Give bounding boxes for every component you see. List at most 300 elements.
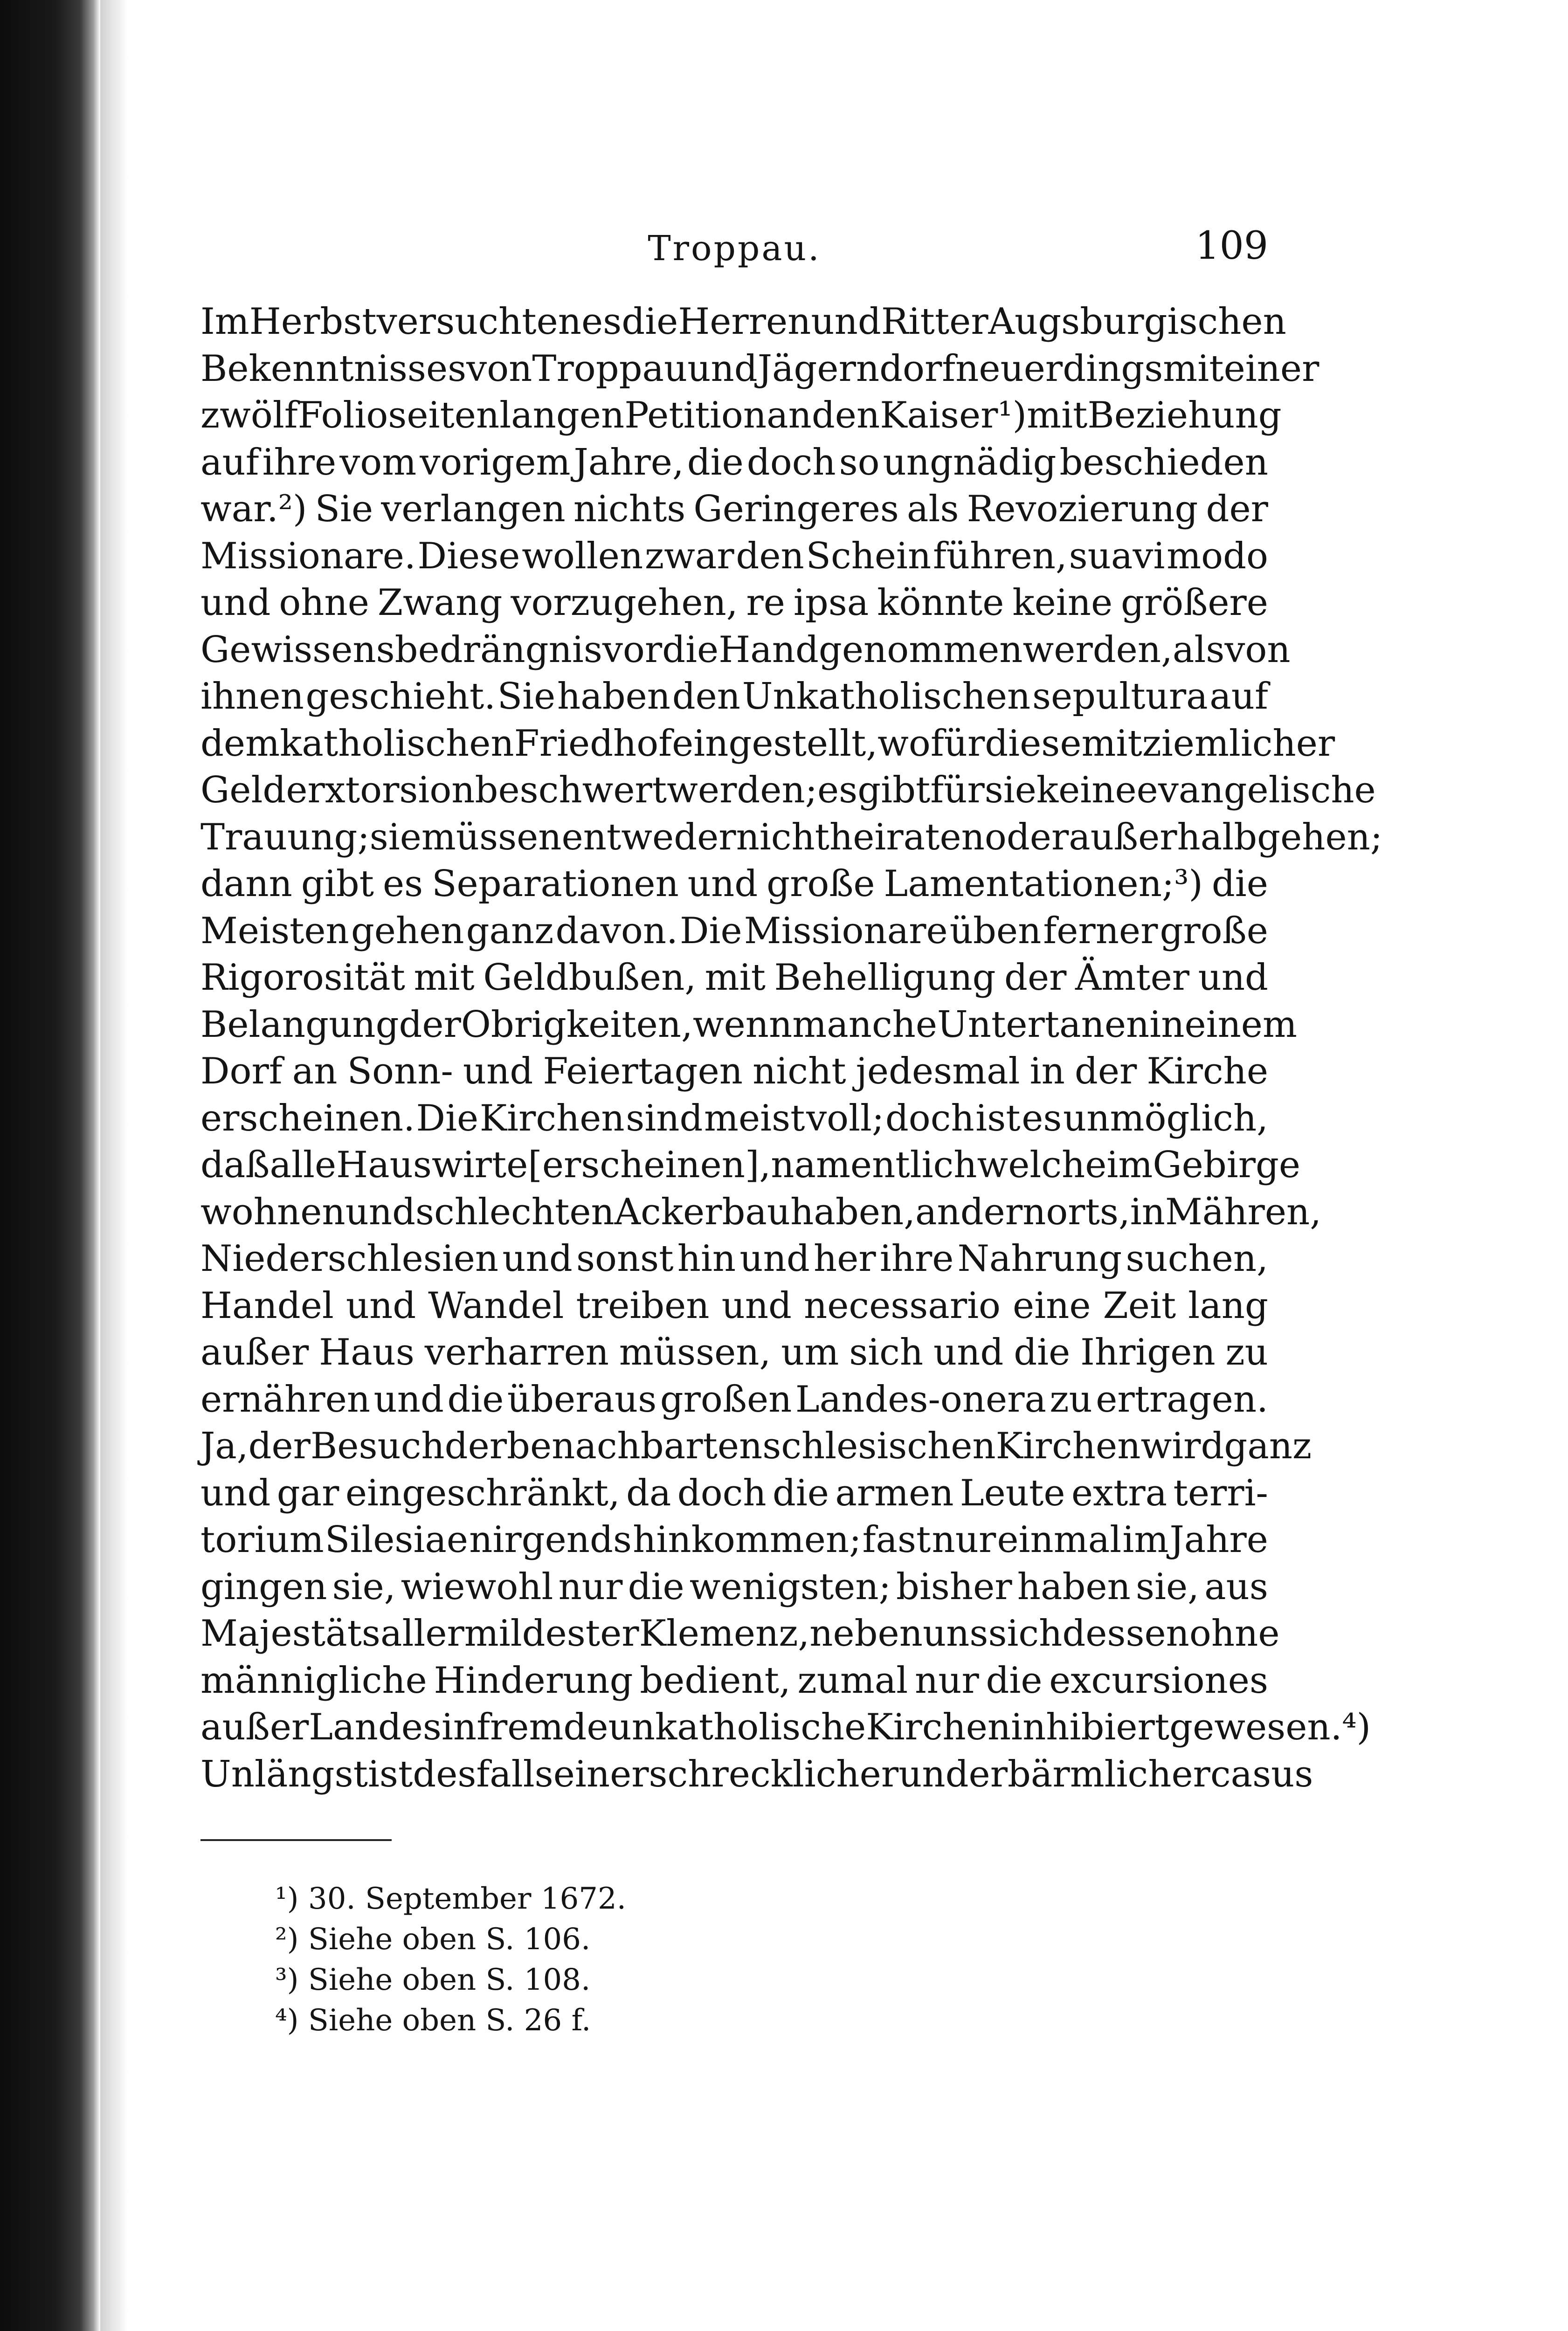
word: wenigsten;	[689, 1565, 891, 1608]
text-line	[200, 486, 1268, 533]
word: die	[662, 628, 719, 671]
footnote: ²) Siehe oben S. 106.	[275, 1922, 591, 1957]
word: der	[399, 1003, 461, 1046]
word: der	[1206, 488, 1268, 530]
word: Unkatholischen	[742, 676, 1031, 717]
word: heiraten	[829, 816, 985, 858]
word: Nahrung	[957, 1238, 1122, 1280]
word: sie,	[1136, 1565, 1199, 1608]
word: manche	[792, 1003, 938, 1046]
text-line	[200, 767, 1376, 814]
word: suavi	[1069, 535, 1165, 577]
word: eingeschränkt,	[345, 1472, 620, 1514]
word: es	[1022, 1097, 1062, 1139]
word: der	[444, 1425, 507, 1467]
text-line	[200, 720, 1335, 767]
word: ist	[367, 1753, 413, 1795]
word: hin	[677, 1238, 736, 1280]
word: Leute	[960, 1472, 1065, 1514]
word: Meisten	[200, 910, 349, 952]
word: größere	[1121, 582, 1268, 624]
word: katholischen	[280, 722, 514, 765]
word: Missionare.	[200, 535, 416, 577]
word: Haus	[319, 1331, 414, 1373]
word: meist	[704, 1097, 805, 1139]
word: Ihrigen	[1080, 1331, 1216, 1373]
word: als	[1172, 628, 1225, 671]
word: Belangung	[200, 1003, 399, 1046]
word: [erscheinen],	[528, 1144, 771, 1186]
word: aus	[1204, 1565, 1268, 1608]
word: doch	[746, 441, 836, 483]
footnote-divider	[200, 1839, 392, 1841]
word: von	[466, 347, 532, 390]
text-line	[200, 673, 1268, 720]
word: hinkommen;	[633, 1519, 862, 1561]
running-head	[200, 224, 1268, 275]
text-line	[200, 1517, 1268, 1564]
word: beschieden	[1059, 441, 1268, 483]
word: Hauswirte	[336, 1144, 528, 1186]
word: der	[248, 1425, 311, 1467]
word: Feiertagen	[543, 1050, 743, 1092]
word: Kirchen	[479, 1097, 625, 1139]
word: so	[839, 441, 880, 483]
word: Missionare	[744, 910, 948, 952]
word: ihre	[879, 1238, 954, 1280]
word: und	[373, 1378, 444, 1421]
word: werden,	[1022, 628, 1173, 671]
word: sie	[984, 769, 1036, 811]
word: Herbst	[249, 301, 377, 343]
word: Revozierung	[967, 488, 1198, 530]
word: fast	[862, 1519, 931, 1561]
word: eine	[1013, 1284, 1091, 1327]
word: Ämter	[1075, 957, 1190, 999]
word: doch	[885, 1097, 974, 1139]
text-line	[200, 1423, 1312, 1470]
word: necessario	[804, 1284, 1001, 1327]
word: ungnädig	[883, 441, 1057, 483]
word: Obrigkeiten,	[461, 1003, 693, 1046]
word: Landes-onera	[795, 1378, 1046, 1421]
word: evangelische	[1136, 769, 1376, 811]
word: Niederschlesien	[200, 1238, 499, 1280]
word: namentlich	[771, 1144, 977, 1186]
word: entweder	[561, 816, 736, 858]
word: Jahre	[1169, 1519, 1268, 1561]
word: mit	[1163, 347, 1224, 390]
word: ferner	[1043, 910, 1158, 952]
word: und	[200, 1472, 271, 1514]
word: inhibiert	[1011, 1706, 1170, 1748]
word: Behelligung	[774, 957, 996, 999]
word: versuchten	[376, 301, 581, 343]
word: den	[672, 676, 741, 717]
word: großen	[660, 1378, 792, 1421]
word: schlechten	[415, 1191, 615, 1233]
word: um	[781, 1331, 839, 1373]
word: zwölf	[200, 394, 298, 436]
footnote: ⁴) Siehe oben S. 26 f.	[275, 2003, 591, 2038]
word: modo	[1167, 535, 1268, 577]
word: casus	[1210, 1753, 1313, 1795]
text-line	[200, 392, 1282, 439]
word: und	[739, 1238, 810, 1280]
text-line	[200, 1751, 1313, 1798]
text-line	[200, 1001, 1297, 1048]
word: und	[687, 347, 758, 390]
word: Klemenz,	[639, 1613, 810, 1655]
word: die	[622, 301, 678, 343]
text-line	[200, 1610, 1280, 1657]
word: re	[746, 582, 785, 624]
word: erscheinen.	[200, 1097, 415, 1139]
text-line	[200, 579, 1268, 627]
word: in	[441, 1706, 477, 1748]
word: ipsa	[793, 582, 869, 624]
text-line	[200, 1283, 1268, 1330]
word: unkatholische	[608, 1706, 866, 1748]
word: extra	[1071, 1472, 1167, 1514]
word: vorzugehen,	[511, 582, 738, 624]
word: ein	[553, 1753, 610, 1795]
word: die	[447, 1378, 504, 1421]
word: überaus	[507, 1378, 657, 1421]
text-line	[200, 298, 1286, 345]
text-line	[200, 1142, 1301, 1189]
word: nur	[932, 1519, 996, 1561]
word: Diese	[417, 535, 520, 577]
word: andernorts,	[915, 1191, 1130, 1233]
word: die	[628, 1565, 684, 1608]
word: Augsburgischen	[988, 301, 1286, 343]
word: Gewissensbedrängnis	[200, 628, 602, 671]
word: doch	[677, 1472, 767, 1514]
word: da	[626, 1472, 671, 1514]
text-line	[200, 1564, 1268, 1611]
word: Beziehung	[1087, 394, 1282, 436]
word: ganz	[1224, 1425, 1312, 1467]
footnotes	[275, 1879, 928, 2041]
word: Silesiae	[325, 1519, 469, 1561]
word: gibt	[857, 769, 931, 811]
word: welche	[977, 1144, 1107, 1186]
word: und	[345, 1191, 415, 1233]
word: Lamentationen;³)	[884, 863, 1203, 905]
word: Folioseiten	[297, 394, 500, 436]
word: den	[736, 535, 804, 577]
word: nicht	[736, 816, 830, 858]
word: einer	[1223, 347, 1319, 390]
word: Sie	[497, 676, 556, 717]
word: Rigorosität	[200, 957, 405, 999]
word: sich	[988, 1613, 1063, 1655]
word: werden;	[667, 769, 817, 811]
word: sie	[369, 816, 421, 858]
word: Ackerbau	[614, 1191, 791, 1233]
text-line	[200, 1470, 1268, 1517]
word: beschwert	[475, 769, 667, 811]
word: und	[687, 863, 758, 905]
text-line	[200, 1048, 1268, 1095]
main-text-block	[200, 298, 1383, 1798]
word: unmöglich,	[1063, 1097, 1268, 1139]
word: ihre	[262, 441, 337, 483]
word: fremde	[477, 1706, 608, 1748]
word: mit	[414, 957, 475, 999]
word: und	[721, 1284, 792, 1327]
word: und	[200, 582, 271, 624]
word: desfalls	[413, 1753, 553, 1795]
word: im	[1106, 1144, 1153, 1186]
word: Troppau	[532, 347, 688, 390]
word: Im	[200, 301, 249, 343]
word: und	[811, 301, 881, 343]
word: vom	[339, 441, 417, 483]
word: armen	[835, 1472, 954, 1514]
word: erschrecklicher	[610, 1753, 899, 1795]
word: Ja,	[200, 1425, 249, 1467]
text-line	[200, 345, 1319, 393]
word: sich	[849, 1331, 924, 1373]
word: für	[930, 769, 985, 811]
word: der	[1074, 1050, 1137, 1092]
word: wollen	[522, 535, 643, 577]
footnote: ¹) 30. September 1672.	[275, 1882, 627, 1916]
word: in	[1029, 1050, 1065, 1092]
word: Die	[416, 1097, 479, 1139]
word: gehen	[351, 910, 464, 952]
word: Jahre,	[573, 441, 684, 483]
word: nur	[914, 1659, 979, 1702]
word: keine	[1036, 769, 1137, 811]
word: Herren	[678, 301, 811, 343]
word: treiben	[576, 1284, 710, 1327]
word: eingestellt,	[672, 722, 878, 765]
word: ohne	[279, 582, 369, 624]
word: erbärmlicher	[968, 1753, 1210, 1795]
word: große	[1160, 910, 1268, 952]
word: üben	[949, 910, 1042, 952]
word: war.²)	[200, 488, 307, 530]
word: geschieht.	[305, 676, 496, 717]
word: bisher	[896, 1565, 1012, 1608]
word: außer	[200, 1331, 309, 1373]
word: im	[1122, 1519, 1169, 1561]
word: neben	[809, 1613, 923, 1655]
text-line	[200, 1657, 1268, 1704]
word: Geringeres	[693, 488, 899, 530]
word: könnte	[877, 582, 1004, 624]
word: genommen	[818, 628, 1023, 671]
word: dann	[200, 863, 292, 905]
word: lang	[1188, 1284, 1268, 1327]
word: den	[811, 394, 880, 436]
word: nicht	[753, 1050, 846, 1092]
word: wiewohl	[401, 1565, 553, 1608]
word: in	[1149, 1003, 1185, 1046]
text-line	[200, 1095, 1268, 1142]
word: benachbarten	[507, 1425, 763, 1467]
word: Gebirge	[1153, 1144, 1301, 1186]
word: Kirche	[1147, 1050, 1268, 1092]
word: Bekenntnisses	[200, 347, 467, 390]
word: führen,	[933, 535, 1067, 577]
word: daß	[200, 1144, 270, 1186]
word: Mähren,	[1165, 1191, 1322, 1233]
word: wohnen	[200, 1191, 345, 1233]
word: neuerdings	[955, 347, 1163, 390]
word: ertragen.	[1096, 1378, 1268, 1421]
word: auf	[1209, 676, 1268, 717]
word: Hinderung	[434, 1659, 633, 1702]
word: sie,	[332, 1565, 396, 1608]
word: zumal	[797, 1659, 908, 1702]
word: alle	[269, 1144, 337, 1186]
word: und	[502, 1238, 573, 1280]
word: Hand	[718, 628, 819, 671]
word: Zwang	[377, 582, 503, 624]
word: es	[817, 769, 858, 811]
word: Ritter	[881, 301, 988, 343]
word: terri-	[1173, 1472, 1268, 1514]
footnote: ³) Siehe oben S. 108.	[275, 1963, 591, 1997]
word: Untertanen	[937, 1003, 1150, 1046]
word: sonst	[576, 1238, 674, 1280]
word: auf	[200, 441, 259, 483]
text-line	[200, 1189, 1322, 1236]
text-line	[200, 439, 1268, 486]
word: Kirchen	[866, 1706, 1011, 1748]
word: große	[767, 863, 875, 905]
word: torium	[200, 1519, 324, 1561]
page-gutter-shadow	[100, 0, 128, 2331]
text-line	[200, 1376, 1268, 1423]
word: und	[1198, 957, 1268, 999]
word: die	[986, 1659, 1043, 1702]
word: Landes	[309, 1706, 442, 1748]
word: Sonn-	[347, 1050, 453, 1092]
word: einmal	[997, 1519, 1122, 1561]
word: dem	[200, 722, 280, 765]
word: an	[767, 394, 812, 436]
word: wenn	[692, 1003, 793, 1046]
word: zu	[1050, 1378, 1092, 1421]
word: voll;	[806, 1097, 884, 1139]
word: Zeit	[1103, 1284, 1176, 1327]
word: ganz	[466, 910, 554, 952]
word: es	[382, 863, 423, 905]
word: Geldbußen,	[483, 957, 697, 999]
word: in	[1130, 1191, 1165, 1233]
word: jedesmal	[856, 1050, 1020, 1092]
word: haben	[1017, 1565, 1131, 1608]
word: es	[581, 301, 622, 343]
word: gar	[276, 1472, 339, 1514]
word: Friedhof	[514, 722, 672, 765]
word: Wandel	[428, 1284, 564, 1327]
word: mit	[1081, 722, 1142, 765]
word: wird	[1140, 1425, 1224, 1467]
word: nur	[558, 1565, 623, 1608]
running-title: Troppau.	[648, 228, 821, 269]
word: sind	[626, 1097, 703, 1139]
word: suchen,	[1126, 1238, 1268, 1280]
text-line	[200, 1235, 1268, 1283]
word: und	[463, 1050, 533, 1092]
word: männigliche	[200, 1659, 427, 1702]
word: oder	[984, 816, 1069, 858]
word: bedient,	[640, 1659, 791, 1702]
book-binding-edge	[0, 0, 100, 2331]
word: langen	[499, 394, 625, 436]
word: Die	[680, 910, 742, 952]
word: müssen	[421, 816, 562, 858]
word: Separationen	[432, 863, 679, 905]
word: haben	[557, 676, 671, 717]
word: Besuch	[310, 1425, 445, 1467]
word: Schein	[806, 535, 932, 577]
word: ohne	[1189, 1613, 1280, 1655]
word: dessen	[1062, 1613, 1189, 1655]
word: Sie	[315, 488, 373, 530]
word: Jägerndorf	[757, 347, 956, 390]
word: mit	[1027, 394, 1088, 436]
word: ist	[975, 1097, 1021, 1139]
word: außerhalb	[1069, 816, 1257, 858]
word: zu	[1225, 1331, 1268, 1373]
word: nichts	[573, 488, 686, 530]
word: vor	[602, 628, 663, 671]
word: Handel	[200, 1284, 334, 1327]
word: und	[933, 1331, 1004, 1373]
word: haben,	[790, 1191, 915, 1233]
text-line	[200, 627, 1291, 674]
text-line	[200, 533, 1268, 580]
word: an	[292, 1050, 338, 1092]
word: keine	[1012, 582, 1113, 624]
text-line	[200, 814, 1383, 861]
word: vorigem	[420, 441, 571, 483]
text-line	[200, 908, 1268, 955]
word: gewesen.⁴)	[1169, 1706, 1371, 1748]
word: nirgends	[469, 1519, 632, 1561]
word: die	[1211, 863, 1268, 905]
word: diese	[985, 722, 1082, 765]
word: die	[772, 1472, 829, 1514]
word: Unlängst	[200, 1753, 368, 1795]
word: schlesischen	[762, 1425, 996, 1467]
word: die	[1014, 1331, 1071, 1373]
word: von	[1224, 628, 1291, 671]
word: Petition	[624, 394, 767, 436]
word: davon.	[555, 910, 678, 952]
word: der	[1004, 957, 1067, 999]
word: die	[687, 441, 744, 483]
word: als	[907, 488, 959, 530]
word: verlangen	[381, 488, 566, 530]
word: ziemlicher	[1142, 722, 1335, 765]
word: gibt	[301, 863, 374, 905]
word: uns	[922, 1613, 988, 1655]
word: mit	[705, 957, 766, 999]
word: Trauung;	[200, 816, 370, 858]
word: wofür	[877, 722, 985, 765]
word: Kaiser¹)	[880, 394, 1027, 436]
word: sepultura	[1032, 676, 1208, 717]
word: allermildester	[380, 1613, 639, 1655]
